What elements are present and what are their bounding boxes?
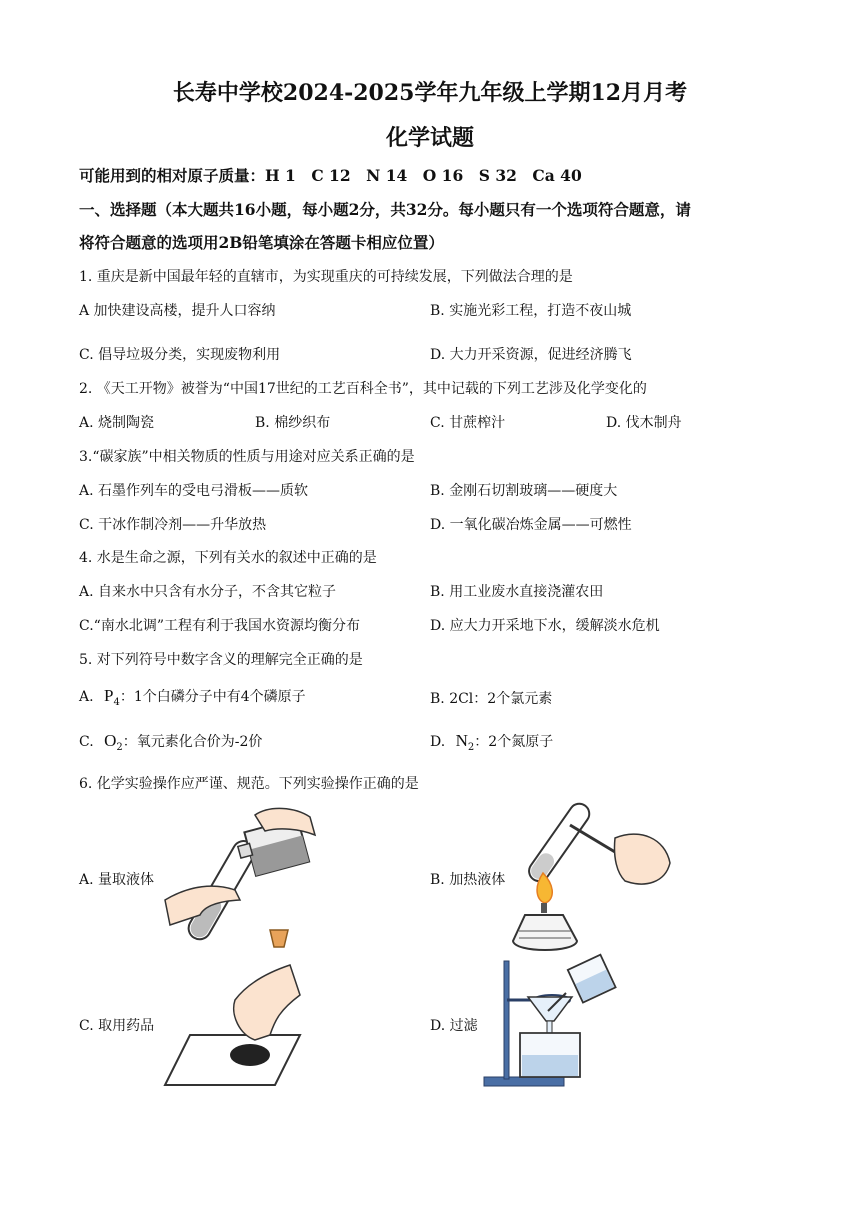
question-3-stem: 3.“碳家族”中相关物质的性质与用途对应关系正确的是	[79, 449, 415, 465]
question-4-stem: 4. 水是生命之源，下列有关水的叙述中正确的是	[79, 550, 377, 566]
formula-symbol: O	[104, 731, 117, 750]
option-label: C.	[79, 734, 94, 750]
option-text: ：1个白磷分子中有4个磷原子	[119, 689, 306, 705]
option-label: A.	[79, 689, 94, 705]
formula-subscript: 2	[467, 741, 475, 753]
question-5-option-c[interactable]	[79, 731, 262, 753]
option-text: ：2个氮原子	[474, 734, 554, 750]
question-5-option-b[interactable]: B. 2Cl：2个氯元素	[430, 691, 553, 707]
question-6-option-a[interactable]: A. 量取液体	[79, 872, 155, 888]
question-5-stem: 5. 对下列符号中数字含义的理解完全正确的是	[79, 652, 363, 668]
filtration-illustration	[480, 955, 625, 1090]
question-6-stem: 6. 化学实验操作应严谨、规范。下列实验操作正确的是	[79, 776, 419, 792]
formula-subscript: 4	[113, 696, 120, 708]
question-1-option-b[interactable]: B. 实施光彩工程，打造不夜山城	[430, 303, 632, 319]
question-3-option-b[interactable]: B. 金刚石切割玻璃——硬度大	[430, 483, 618, 499]
question-6-option-d[interactable]: D. 过滤	[430, 1018, 478, 1034]
atomic-masses: 可能用到的相对原子质量：H 1 C 12 N 14 O 16 S 32 Ca 40	[79, 166, 582, 185]
question-5-option-d[interactable]	[430, 731, 553, 753]
question-1-option-d[interactable]: D. 大力开采资源，促进经济腾飞	[430, 347, 632, 363]
question-1-option-a[interactable]: A 加快建设高楼，提升人口容纳	[79, 303, 276, 319]
option-text: ：氧元素化合价为-2价	[122, 734, 263, 750]
page-subtitle: 化学试题	[385, 125, 474, 151]
option-label: D.	[430, 734, 446, 750]
question-3-option-d[interactable]: D. 一氧化碳冶炼金属——可燃性	[430, 517, 632, 533]
question-4-option-a[interactable]: A. 自来水中只含有水分子，不含其它粒子	[79, 584, 337, 600]
heating-liquid-illustration	[505, 803, 675, 958]
question-2-stem: 2. 《天工开物》被誉为“中国17世纪的工艺百科全书”，其中记载的下列工艺涉及化学变化的	[79, 381, 647, 397]
question-4-option-b[interactable]: B. 用工业废水直接浇灌农田	[430, 584, 604, 600]
question-6-option-b[interactable]: B. 加热液体	[430, 872, 506, 888]
question-3-option-c[interactable]: C. 干冰作制冷剂——升华放热	[79, 517, 267, 533]
section-heading-line2: 将符合题意的选项用2B铅笔填涂在答题卡相应位置）	[79, 233, 444, 252]
question-2-option-c[interactable]: C. 甘蔗榨汁	[430, 415, 506, 431]
question-6-option-c[interactable]: C. 取用药品	[79, 1018, 155, 1034]
question-4-option-c[interactable]: C.“南水北调”工程有利于我国水资源均衡分布	[79, 618, 360, 634]
section-heading-line1: 一、选择题（本大题共16小题，每小题2分，共32分。每小题只有一个选项符合题意，请	[79, 200, 691, 219]
question-2-option-b[interactable]: B. 棉纱织布	[255, 415, 331, 431]
question-2-option-d[interactable]: D. 伐木制舟	[606, 415, 682, 431]
taking-reagent-illustration	[160, 925, 320, 1090]
formula-symbol: P	[104, 686, 114, 705]
question-5-option-a[interactable]	[79, 686, 306, 708]
question-2-option-a[interactable]: A. 烧制陶瓷	[79, 415, 155, 431]
question-3-option-a[interactable]: A. 石墨作列车的受电弓滑板——质软	[79, 483, 309, 499]
question-1-stem: 1. 重庆是新中国最年轻的直辖市，为实现重庆的可持续发展，下列做法合理的是	[79, 269, 573, 285]
question-1-option-c[interactable]: C. 倡导垃圾分类，实现废物利用	[79, 347, 281, 363]
question-4-option-d[interactable]: D. 应大力开采地下水，缓解淡水危机	[430, 618, 660, 634]
formula-symbol: N	[455, 731, 468, 750]
formula-subscript: 2	[116, 741, 123, 753]
page-title: 长寿中学校2024-2025学年九年级上学期12月月考	[172, 80, 688, 106]
